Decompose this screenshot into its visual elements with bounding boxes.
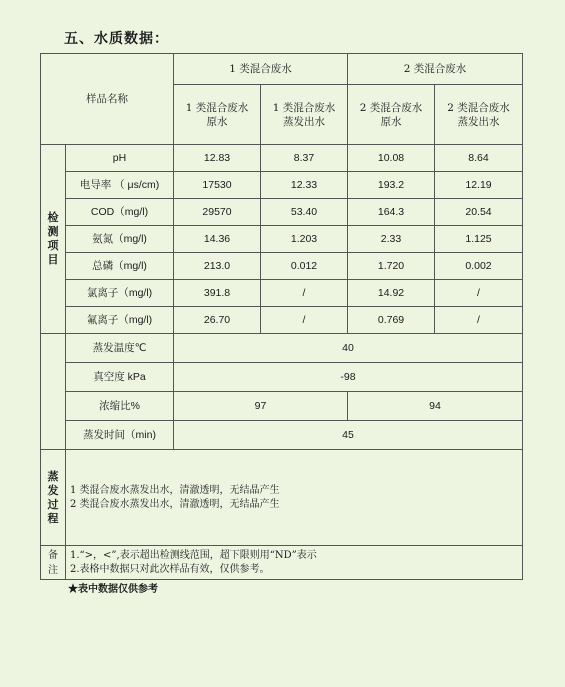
table-cell: 0.002 xyxy=(435,253,523,280)
evap-time-value: 45 xyxy=(174,421,523,450)
table-cell: 53.40 xyxy=(261,199,348,226)
table-cell: 0.012 xyxy=(261,253,348,280)
notes-label: 备 注 xyxy=(41,546,66,580)
table-cell: 20.54 xyxy=(435,199,523,226)
concentration-value-2: 94 xyxy=(348,392,523,421)
evap-temp-label: 蒸发温度℃ xyxy=(66,334,174,363)
table-cell: 193.2 xyxy=(348,172,435,199)
table-cell: 12.19 xyxy=(435,172,523,199)
process-line: 2 类混合废水蒸发出水，清澈透明，无结晶产生 xyxy=(70,498,280,510)
row-label: COD（mg/l) xyxy=(66,199,174,226)
table-cell: 14.92 xyxy=(348,280,435,307)
concentration-value-1: 97 xyxy=(174,392,348,421)
test-items-label: 检 测 项 目 xyxy=(41,145,66,334)
row-label: 氟离子（mg/l) xyxy=(66,307,174,334)
table-cell: 2.33 xyxy=(348,226,435,253)
notes-text xyxy=(66,546,523,580)
table-cell: / xyxy=(435,307,523,334)
table-cell: 391.8 xyxy=(174,280,261,307)
process-line: 1 类混合废水蒸发出水，清澈透明，无结晶产生 xyxy=(70,484,280,496)
evap-time-label: 蒸发时间（min) xyxy=(66,421,174,450)
note-line: 1.“>，<”,表示超出检测线范围，超下限则用“ND”表示 xyxy=(70,549,317,561)
row-label: 电导率 （ μs/cm) xyxy=(66,172,174,199)
table-cell: 164.3 xyxy=(348,199,435,226)
blank-cell xyxy=(41,334,66,450)
table-cell: 8.37 xyxy=(261,145,348,172)
row-label: 氨氮（mg/l) xyxy=(66,226,174,253)
section-title: 五、水质数据： xyxy=(64,31,169,47)
col-header: 1 类混合废水 蒸发出水 xyxy=(261,85,348,145)
table-cell: 14.36 xyxy=(174,226,261,253)
sample-name-header: 样品名称 xyxy=(41,54,174,145)
note-line: 2.表格中数据只对此次样品有效，仅供参考。 xyxy=(70,563,270,575)
table-cell: 26.70 xyxy=(174,307,261,334)
group2-header: 2 类混合废水 xyxy=(348,54,523,85)
table-cell: 17530 xyxy=(174,172,261,199)
table-cell: / xyxy=(435,280,523,307)
group1-header: 1 类混合废水 xyxy=(174,54,348,85)
table-cell: 12.33 xyxy=(261,172,348,199)
process-label: 蒸 发 过 程 xyxy=(41,450,66,546)
row-label: pH xyxy=(66,145,174,172)
vacuum-label: 真空度 kPa xyxy=(66,363,174,392)
table-cell: / xyxy=(261,307,348,334)
table-cell: 29570 xyxy=(174,199,261,226)
table-cell: 213.0 xyxy=(174,253,261,280)
table-cell: 1.720 xyxy=(348,253,435,280)
col-header: 2 类混合废水 蒸发出水 xyxy=(435,85,523,145)
concentration-label: 浓缩比% xyxy=(66,392,174,421)
col-header: 2 类混合废水 原水 xyxy=(348,85,435,145)
footer-note: ★表中数据仅供参考 xyxy=(68,584,158,595)
row-label: 氯离子（mg/l) xyxy=(66,280,174,307)
table-cell: 0.769 xyxy=(348,307,435,334)
table-cell: / xyxy=(261,280,348,307)
water-quality-table xyxy=(40,53,523,580)
row-label: 总磷（mg/l) xyxy=(66,253,174,280)
evap-temp-value: 40 xyxy=(174,334,523,363)
process-text xyxy=(66,450,523,546)
table-cell: 1.125 xyxy=(435,226,523,253)
table-cell: 10.08 xyxy=(348,145,435,172)
vacuum-value: -98 xyxy=(174,363,523,392)
table-cell: 1.203 xyxy=(261,226,348,253)
col-header: 1 类混合废水 原水 xyxy=(174,85,261,145)
table-cell: 12.83 xyxy=(174,145,261,172)
table-cell: 8.64 xyxy=(435,145,523,172)
